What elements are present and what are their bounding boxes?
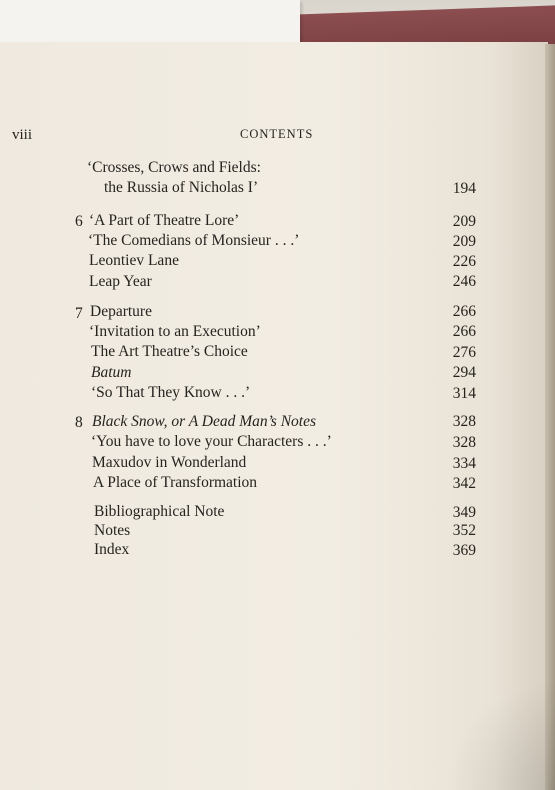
toc-entry-title: Notes [94,522,131,539]
toc-entry-title: ‘So That They Know . . .’ [91,384,251,401]
page-shadow [455,670,555,790]
toc-entry-page: 334 [452,455,476,472]
paper-slip [0,0,300,46]
toc-entry-page: 226 [452,253,476,270]
toc-entry-title: ‘Crosses, Crows and Fields: [87,159,261,176]
toc-entry-title: Index [94,541,130,558]
toc-entry-title: The Art Theatre’s Choice [91,343,248,360]
toc-entry-title: Departure [90,303,152,320]
running-head: CONTENTS [240,127,314,141]
chapter-number: 6 [75,213,83,230]
toc-entry-page: 266 [452,303,476,320]
toc-entry-title: Black Snow, or A Dead Man’s Notes [92,413,317,430]
toc-entry-title: A Place of Transformation [93,474,258,491]
toc-entry-title: ‘Invitation to an Execution’ [89,323,261,340]
toc-entry-page: 209 [452,213,476,230]
toc-entry-title: Maxudov in Wonderland [92,454,247,471]
toc-entry-page: 294 [452,364,476,381]
toc-entry-title-cont: the Russia of Nicholas I’ [104,179,259,196]
toc-entry-title: Leap Year [89,273,152,290]
toc-entry-page: 276 [452,344,476,361]
toc-entry-title: ‘The Comedians of Monsieur . . .’ [88,232,300,249]
toc-entry-page: 369 [452,542,476,559]
toc-entry-page: 209 [452,233,476,250]
toc-entry-page: 328 [452,434,476,451]
toc-entry-page: 266 [452,323,476,340]
toc-entry-page: 246 [452,273,476,290]
chapter-number: 7 [75,305,83,322]
toc-entry-page: 194 [452,180,476,197]
toc-entry-page: 314 [452,385,476,402]
toc-entry-title: ‘A Part of Theatre Lore’ [89,212,240,229]
page-number-folio: viii [12,127,33,143]
toc-entry-page: 342 [452,475,476,492]
toc-entry-page: 352 [452,522,476,539]
toc-entry-title: Bibliographical Note [94,503,225,520]
toc-entry-title: Batum [91,364,132,381]
toc-entry-page: 328 [452,413,476,430]
chapter-number: 8 [75,414,83,431]
toc-entry-title: ‘You have to love your Characters . . .’ [91,433,332,450]
toc-entry-page: 349 [452,504,476,521]
toc-entry-title: Leontiev Lane [89,252,179,269]
